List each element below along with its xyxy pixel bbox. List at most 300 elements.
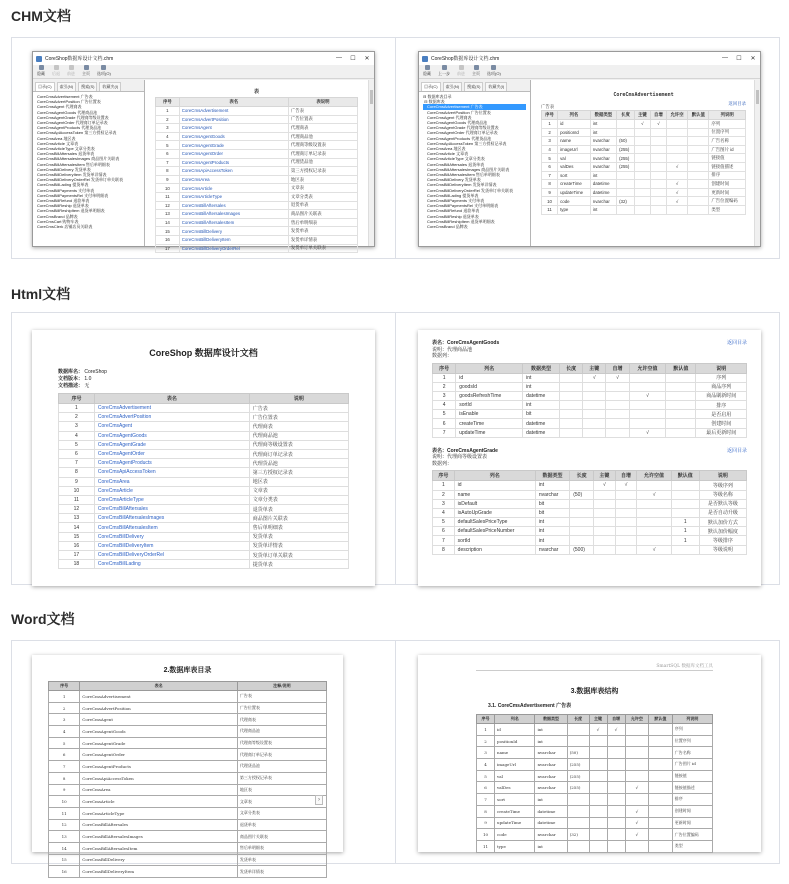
- table-link[interactable]: CoreCmsAgentGoods: [94, 431, 249, 440]
- table-link[interactable]: CoreCmsAgentGrade: [179, 141, 288, 150]
- table-cell: int: [523, 373, 560, 382]
- table-row: [49, 866, 327, 878]
- tree-item[interactable]: CoreCmsBillAftersalesItem 售后单明细表: [37, 161, 110, 167]
- table-link[interactable]: CoreCmsAgentProducts: [94, 459, 249, 468]
- table-cell: 代理货品池: [288, 158, 357, 167]
- table-cell: √: [637, 490, 671, 499]
- table-cell: datetime: [590, 180, 616, 189]
- table-cell: 2: [156, 115, 180, 124]
- column-header: 表名: [94, 394, 249, 404]
- table-link[interactable]: CoreCmsApiAccessToken: [94, 468, 249, 477]
- table-cell: √: [629, 428, 666, 437]
- table-link[interactable]: CoreCmsAdvertPosition: [179, 115, 288, 124]
- table-cell: [559, 419, 582, 428]
- word-left-cell: [12, 641, 396, 875]
- table-cell: 广告图片 id: [709, 145, 746, 154]
- table-link[interactable]: CoreCmsAgentProducts: [179, 158, 288, 167]
- table-cell: id: [495, 724, 535, 736]
- maximize-button[interactable]: ☐: [736, 56, 742, 62]
- table-cell: [559, 382, 582, 391]
- page-title: 2.数据库表目录: [163, 667, 212, 674]
- table-link[interactable]: CoreCmsAgent: [94, 422, 249, 431]
- table-cell: [570, 481, 594, 490]
- table-link[interactable]: CoreCmsArticleType: [179, 192, 288, 201]
- forward-button[interactable]: 前进: [457, 65, 465, 77]
- table-cell: 9: [49, 784, 80, 796]
- tree-item[interactable]: CoreCmsBillPaymentsRel 支付单明细表: [37, 192, 109, 198]
- tree-item[interactable]: CoreCmsAgentGoods 代理商品池: [427, 120, 488, 126]
- table-row: [433, 527, 747, 536]
- column-header: 序号: [433, 363, 456, 373]
- table-link[interactable]: CoreCmsAgent: [179, 124, 288, 133]
- table-cell: 3: [59, 422, 95, 431]
- forward-button[interactable]: 前进: [67, 65, 75, 77]
- table-cell: 7: [156, 158, 180, 167]
- table-row: [156, 107, 358, 116]
- table-cell: 6: [49, 749, 80, 761]
- table-row: [156, 192, 358, 201]
- tree-item[interactable]: CoreCmsApiAccessToken 第三方授权记录表: [37, 130, 117, 136]
- table-cell: 3: [156, 124, 180, 133]
- table-cell: √: [583, 373, 606, 382]
- app-icon: [422, 56, 428, 62]
- close-button[interactable]: ✕: [750, 56, 756, 62]
- table-row: [59, 541, 349, 550]
- tree-item[interactable]: CoreCmsBillPaymentsRel 支付单明细表: [427, 203, 499, 209]
- options-icon: [101, 65, 106, 70]
- tab-contents[interactable]: 目录(C): [421, 82, 441, 91]
- table-cell: 默认加价方式: [699, 518, 746, 527]
- table-cell: 广告位置编码: [672, 829, 712, 841]
- table-cell: [634, 180, 650, 189]
- maximize-button[interactable]: ☐: [350, 56, 356, 62]
- tree-item[interactable]: CoreCmsBillAftersalesImages 商品图片关联表: [37, 156, 120, 162]
- tree-item[interactable]: CoreCmsBillPayments 支付单表: [37, 187, 95, 193]
- table-row: [49, 796, 327, 808]
- table-link[interactable]: CoreCmsAdvertisement: [94, 404, 249, 413]
- table-cell: [649, 735, 673, 747]
- table-link[interactable]: CoreCmsBillDeliveryOrderRel: [179, 244, 288, 253]
- table-cell: [666, 120, 687, 129]
- column-header: 主键: [589, 715, 607, 724]
- table-cell: 12: [59, 505, 95, 514]
- tree-item[interactable]: CoreCmsBillReshipItem 退货单明细表: [37, 208, 105, 214]
- section-title-html: Html文档: [11, 286, 71, 302]
- table-row: [542, 188, 746, 197]
- table-link[interactable]: CoreCmsAdvertisement: [179, 107, 288, 116]
- table-cell: type: [558, 205, 591, 214]
- table-link[interactable]: CoreCmsBillDelivery: [179, 227, 288, 236]
- minimize-button[interactable]: —: [336, 55, 342, 61]
- table-link[interactable]: CoreCmsArticle: [94, 486, 249, 495]
- table-cell: 第三方授权记录表: [237, 772, 326, 784]
- home-icon: [84, 65, 89, 70]
- table-cell: [589, 782, 607, 794]
- table-link[interactable]: CoreCmsArea: [179, 175, 288, 184]
- table-link[interactable]: CoreCmsBillAftersales: [179, 201, 288, 210]
- table-cell: 5: [433, 410, 456, 419]
- tree-item[interactable]: CoreCmsBillDeliveryOrderRel 发货单订单关联表: [427, 187, 514, 193]
- table-cell: type: [495, 840, 535, 852]
- tree-item[interactable]: CoreCmsBillReshipItem 退货单明细表: [427, 218, 495, 224]
- tree-item[interactable]: CoreCmsArticle 文章表: [427, 151, 469, 157]
- tab-favorites[interactable]: 收藏夹(I): [99, 82, 121, 91]
- tree-item[interactable]: CoreCmsClerk 店铺店员关联表: [37, 224, 93, 230]
- back-to-index-link[interactable]: 返回目录: [728, 101, 746, 106]
- table-cell: [617, 205, 635, 214]
- table-cell: [634, 188, 650, 197]
- table-row: [59, 422, 349, 431]
- chm-content-pane: [531, 80, 760, 246]
- table-cell: nvarchar: [590, 197, 616, 206]
- table-row: [59, 523, 349, 532]
- table-cell: datetime: [535, 805, 567, 817]
- tab-index[interactable]: 索引(N): [57, 82, 77, 91]
- table-cell: [666, 128, 687, 137]
- table-cell: 7: [59, 459, 95, 468]
- table-cell: [583, 428, 606, 437]
- hide-button[interactable]: 隐藏: [37, 65, 45, 77]
- table-cell: 文章表: [249, 486, 348, 495]
- table-row: [49, 737, 327, 749]
- table-cell: [615, 508, 637, 517]
- vertical-scrollbar[interactable]: [754, 80, 760, 246]
- table-link[interactable]: CoreCmsBillAftersalesImages: [179, 210, 288, 219]
- table-cell: [594, 518, 616, 527]
- tree-item[interactable]: CoreCmsBrand 品牌表: [427, 224, 468, 230]
- table-link[interactable]: CoreCmsAgentGrade: [94, 440, 249, 449]
- tree-item[interactable]: CoreCmsBillRefund 退款单表: [427, 208, 480, 214]
- tree-folder[interactable]: ⊟ 数据库表: [423, 99, 445, 105]
- table-cell: CoreCmsAdvertPosition: [80, 702, 238, 714]
- table-cell: 13: [59, 514, 95, 523]
- tree-item[interactable]: CoreCmsBrand 品牌表: [37, 213, 78, 219]
- column-header: 说明: [699, 471, 746, 481]
- tree-item[interactable]: CoreCmsBillAftersalesItem 售后单明细表: [427, 172, 500, 178]
- table-cell: CoreCmsAgentProducts: [80, 761, 238, 773]
- table-cell: 3: [433, 499, 455, 508]
- table-link[interactable]: CoreCmsBillDelivery: [94, 532, 249, 541]
- table-cell: (255): [617, 154, 635, 163]
- table-cell: 6: [59, 449, 95, 458]
- tree-item[interactable]: CoreCmsBillRefund 退款单表: [37, 198, 90, 204]
- table-link[interactable]: CoreCmsBillAftersalesItem: [179, 218, 288, 227]
- scroll-thumb[interactable]: [370, 90, 373, 104]
- tree-item[interactable]: CoreCmsAgentGrade 代理商等级设置表: [427, 125, 499, 131]
- tree-item[interactable]: CoreCmsAgentProducts 代理货品池: [427, 135, 492, 141]
- table-cell: 2: [433, 490, 455, 499]
- column-header: 说明: [696, 363, 747, 373]
- tree-item[interactable]: CoreCmsBillDeliveryItem 发货单详情表: [37, 172, 107, 178]
- table-row: [477, 724, 713, 736]
- table-row: [59, 514, 349, 523]
- tree-item[interactable]: CoreCmsAdvertisement 广告表: [37, 94, 93, 99]
- table-cell: √: [615, 481, 637, 490]
- home-button[interactable]: 主页: [82, 65, 90, 77]
- tab-search[interactable]: 搜索(S): [78, 82, 97, 91]
- table-cell: [583, 410, 606, 419]
- table-cell: [606, 428, 629, 437]
- tree-item[interactable]: CoreCmsArea 地区表: [427, 146, 466, 152]
- column-header: 默认值: [649, 715, 673, 724]
- tree-item[interactable]: CoreCmsBillLading 提货单表: [37, 182, 89, 188]
- table-cell: [650, 137, 666, 146]
- table-cell: [589, 817, 607, 829]
- table-row: [433, 401, 747, 410]
- tree-item[interactable]: CoreCmsAgentGoods 代理商品池: [37, 109, 98, 115]
- table-cell: 3: [433, 391, 456, 400]
- table-link[interactable]: CoreCmsBillDeliveryItem: [179, 235, 288, 244]
- table-cell: 代理货品池: [249, 459, 348, 468]
- table-cell: datetime: [535, 817, 567, 829]
- chm-tree: [33, 92, 144, 231]
- table-cell: [666, 410, 696, 419]
- minimize-button[interactable]: —: [722, 55, 728, 61]
- tree-item[interactable]: CoreCmsAgent 代理商表: [37, 104, 82, 110]
- table-cell: [625, 747, 649, 759]
- column-header: 数据类型: [523, 363, 560, 373]
- table-link[interactable]: CoreCmsBillDeliveryItem: [94, 541, 249, 550]
- table-cell: updateTime: [558, 188, 591, 197]
- table-cell: √: [666, 197, 687, 206]
- table-row: [542, 145, 746, 154]
- table-row: [49, 702, 327, 714]
- tree-item[interactable]: CoreCmsBillAftersales 退货单表: [37, 151, 95, 157]
- table-cell: √: [606, 373, 629, 382]
- table-cell: id: [454, 481, 535, 490]
- tree-root[interactable]: ⊟ 数据库表目录: [423, 94, 452, 99]
- hide-icon: [39, 65, 44, 70]
- table-cell: 代理商订单记录表: [288, 149, 357, 158]
- table-cell: 14: [59, 523, 95, 532]
- tree-item[interactable]: CoreCmsBillAftersalesImages 商品图片关联表: [427, 166, 510, 172]
- tree-item[interactable]: CoreCmsAdvertisement 广告表: [423, 104, 526, 109]
- table-cell: [634, 171, 650, 180]
- table-cell: (255): [567, 759, 589, 771]
- table-row: [477, 794, 713, 806]
- table-cell: 链接值: [672, 770, 712, 782]
- table-cell: 1: [59, 404, 95, 413]
- tree-item[interactable]: CoreCmsAgent 代理商表: [427, 114, 472, 120]
- table-link[interactable]: CoreCmsBillAftersalesItem: [94, 523, 249, 532]
- tree-item[interactable]: CoreCmsBillReship 退货单表: [37, 203, 89, 209]
- table-cell: int: [535, 527, 569, 536]
- chm-detail-title: CoreCmsAdvertisement: [613, 92, 674, 98]
- table-cell: 是否启用: [696, 410, 747, 419]
- tree-item[interactable]: CoreCmsBillPayments 支付单表: [427, 198, 485, 204]
- tree-item[interactable]: CoreCmsBillDelivery 发货单表: [37, 166, 91, 172]
- table-cell: datetime: [523, 391, 560, 400]
- table-cell: 文章分类表: [249, 495, 348, 504]
- close-button[interactable]: ✕: [364, 56, 370, 62]
- table-link[interactable]: CoreCmsAgentGoods: [179, 132, 288, 141]
- tree-item[interactable]: CoreCmsBillDeliveryOrderRel 发货单订单关联表: [37, 177, 124, 183]
- table-cell: [583, 401, 606, 410]
- back-icon: [442, 65, 447, 70]
- column-header: 列说明: [709, 111, 746, 120]
- table-cell: 排序: [672, 794, 712, 806]
- table-cell: [583, 419, 606, 428]
- column-header: 长度: [567, 715, 589, 724]
- tree-item[interactable]: CoreCmsBillReship 退货单表: [427, 213, 479, 219]
- chevron-right-icon[interactable]: ›: [315, 795, 323, 805]
- table-cell: 7: [433, 536, 455, 545]
- column-header: 自增: [606, 363, 629, 373]
- table-cell: [559, 391, 582, 400]
- table-cell: 4: [542, 145, 558, 154]
- table-row: [156, 167, 358, 176]
- word-page-index: [32, 655, 343, 875]
- back-to-index-link[interactable]: 返回目录: [726, 447, 747, 454]
- table-row: [433, 518, 747, 527]
- table-cell: 链接值: [709, 154, 746, 163]
- table-cell: 1: [477, 724, 495, 736]
- chm-toolbar: [419, 65, 760, 79]
- table-link[interactable]: CoreCmsBillAftersales: [94, 505, 249, 514]
- table-cell: 1: [671, 527, 699, 536]
- table-cell: [671, 490, 699, 499]
- table-cell: √: [625, 829, 649, 841]
- table-cell: [594, 490, 616, 499]
- vertical-scrollbar[interactable]: [368, 80, 374, 246]
- table-link[interactable]: CoreCmsAdvertPosition: [94, 413, 249, 422]
- back-to-index-link[interactable]: 返回目录: [726, 340, 747, 346]
- word-table-list: [48, 681, 327, 878]
- table-cell: [666, 171, 687, 180]
- table-cell: [650, 145, 666, 154]
- tree-item[interactable]: CoreCmsAgentGrade 代理商等级设置表: [37, 114, 109, 120]
- tab-contents[interactable]: 目录(C): [35, 82, 55, 91]
- table-row: [433, 382, 747, 391]
- table-cell: 8: [542, 180, 558, 189]
- table-cell: [606, 382, 629, 391]
- table-link[interactable]: CoreCmsArea: [94, 477, 249, 486]
- table-cell: datetime: [523, 428, 560, 437]
- table-row: [542, 171, 746, 180]
- table-cell: int: [535, 794, 567, 806]
- table-cell: 13: [156, 210, 180, 219]
- table-cell: [666, 373, 696, 382]
- tree-item[interactable]: CoreCmsArticleType 文章分类表: [427, 156, 485, 162]
- tab-index[interactable]: 索引(N): [443, 82, 463, 91]
- chm-content-caption: 表: [253, 89, 259, 95]
- table-cell: datetime: [523, 419, 560, 428]
- table-cell: updateTime: [456, 428, 523, 437]
- table-cell: 是否自动升级: [699, 508, 746, 517]
- table-cell: [671, 481, 699, 490]
- tree-item[interactable]: CoreCmsBillAftersales 退货单表: [427, 161, 485, 167]
- tab-search[interactable]: 搜索(S): [464, 82, 483, 91]
- tree-item[interactable]: CoreCmsAgentProducts 代理货品池: [37, 125, 102, 131]
- table-cell: nvarchar: [535, 782, 567, 794]
- table-cell: CoreCmsArticleType: [80, 807, 238, 819]
- table-cell: 9: [477, 817, 495, 829]
- table-row: [156, 210, 358, 219]
- table-cell: 1: [156, 107, 180, 116]
- table-link[interactable]: CoreCmsBillLading: [94, 560, 249, 569]
- tree-item[interactable]: CoreCmsArticleType 文章分类表: [37, 146, 95, 152]
- tree-item[interactable]: CoreCmsAdvertPosition 广告位置表: [427, 109, 491, 115]
- column-header: 列说明: [672, 715, 712, 724]
- table-cell: 7: [49, 761, 80, 773]
- chm-tree: [419, 92, 530, 231]
- options-button[interactable]: 选项(O): [487, 65, 501, 77]
- home-button[interactable]: 主页: [472, 65, 480, 77]
- back-button[interactable]: 后退: [52, 65, 60, 77]
- tree-item[interactable]: CoreCmsBillDelivery 发货单表: [427, 177, 481, 183]
- tree-item[interactable]: CoreCmsAdvertPosition 广告位置表: [37, 99, 101, 105]
- table-cell: positionId: [558, 128, 591, 137]
- table-cell: int: [535, 724, 567, 736]
- tree-item[interactable]: CoreCmsArea 地区表: [37, 135, 76, 141]
- word-right-cell: [396, 641, 779, 863]
- table-cell: [688, 180, 709, 189]
- forward-icon: [69, 65, 74, 70]
- tree-item[interactable]: CoreCmsBillLading 提货单表: [427, 192, 479, 198]
- table-cell: 商品序列: [696, 382, 747, 391]
- table-cell: 3: [477, 747, 495, 759]
- tab-favorites[interactable]: 收藏夹(I): [485, 82, 507, 91]
- table-cell: [559, 373, 582, 382]
- tree-item[interactable]: CoreCmsAgentOrder 代理商订单记录表: [427, 130, 498, 136]
- table-cell: val: [495, 770, 535, 782]
- table-cell: bit: [535, 508, 569, 517]
- table-cell: √: [625, 782, 649, 794]
- tree-item[interactable]: CoreCmsAgentOrder 代理商订单记录表: [37, 120, 108, 126]
- table-cell: [649, 840, 673, 852]
- scroll-thumb[interactable]: [756, 90, 759, 104]
- table-cell: [625, 794, 649, 806]
- table-cell: [688, 197, 709, 206]
- hide-button[interactable]: 隐藏: [423, 65, 431, 77]
- table-cell: 商品图片关联表: [249, 514, 348, 523]
- table-cell: √: [607, 724, 625, 736]
- table-cell: [567, 817, 589, 829]
- table-row: [433, 508, 747, 517]
- tree-item[interactable]: CoreCmsCart 购物车表: [37, 218, 79, 224]
- table-row: [542, 205, 746, 214]
- table-cell: 8: [477, 805, 495, 817]
- table-cell: sort: [558, 171, 591, 180]
- table-cell: 4: [49, 726, 80, 738]
- column-header: 主键: [634, 111, 650, 120]
- table-cell: CoreCmsBillDeliveryItem: [80, 866, 238, 878]
- table-link[interactable]: CoreCmsBillAftersalesImages: [94, 514, 249, 523]
- back-button[interactable]: 上一步: [438, 65, 450, 77]
- table-link[interactable]: CoreCmsArticleType: [94, 495, 249, 504]
- table-cell: 商品图片关联表: [237, 831, 326, 843]
- table-row: [59, 449, 349, 458]
- column-header: 允许空值: [637, 471, 671, 481]
- tree-item[interactable]: CoreCmsArticle 文章表: [37, 140, 79, 146]
- table-link[interactable]: CoreCmsAgentOrder: [94, 449, 249, 458]
- table-cell: √: [589, 724, 607, 736]
- table-cell: [567, 805, 589, 817]
- tree-item[interactable]: CoreCmsBillDeliveryItem 发货单详情表: [427, 182, 497, 188]
- table-row: [49, 819, 327, 831]
- table-row: [542, 162, 746, 171]
- table-link[interactable]: CoreCmsBillDeliveryOrderRel: [94, 551, 249, 560]
- table-row: [59, 468, 349, 477]
- tree-item[interactable]: CoreCmsApiAccessToken 第三方授权记录表: [427, 140, 507, 146]
- options-button[interactable]: 选项(O): [97, 65, 111, 77]
- table-link[interactable]: CoreCmsApiAccessToken: [179, 167, 288, 176]
- table-link[interactable]: CoreCmsAgentOrder: [179, 149, 288, 158]
- table-row: [49, 842, 327, 854]
- table-cell: 2: [59, 413, 95, 422]
- table-link[interactable]: CoreCmsArticle: [179, 184, 288, 193]
- table-cell: [589, 759, 607, 771]
